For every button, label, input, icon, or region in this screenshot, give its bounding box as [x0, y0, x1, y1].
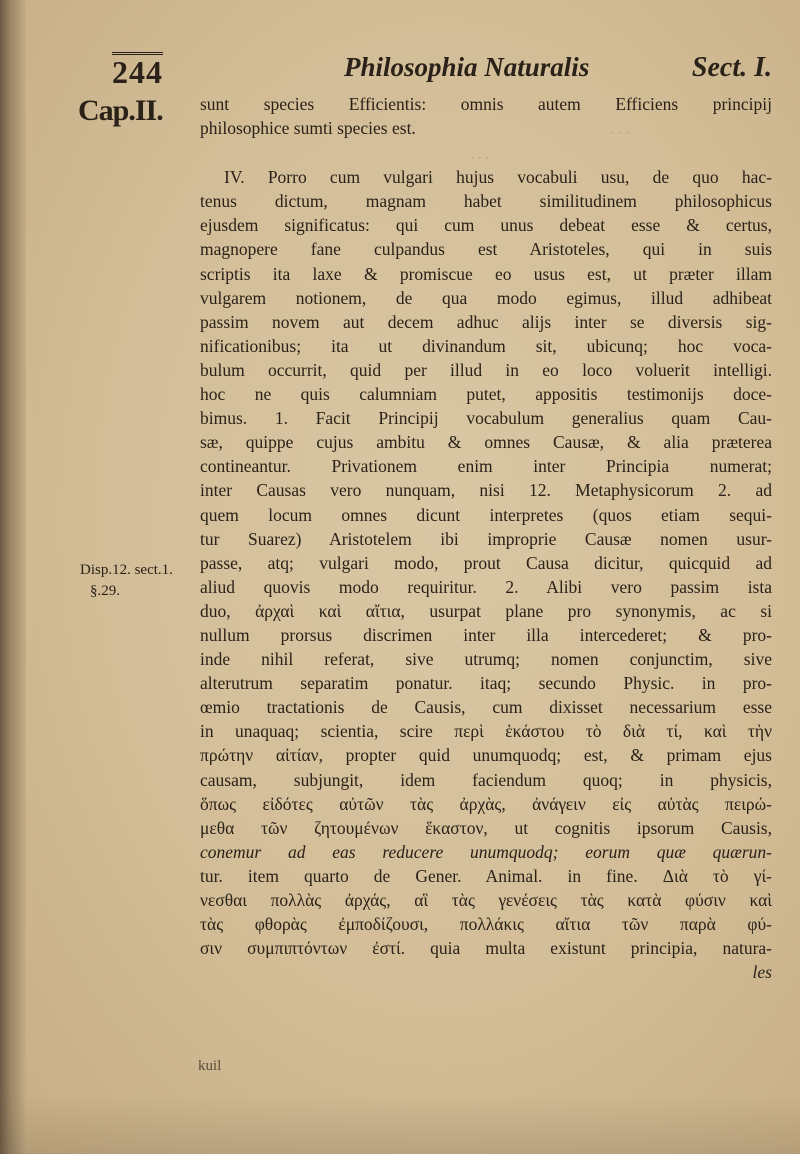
text-line: magnopere fane culpandus est Aristoteles, qui in suis — [200, 239, 772, 260]
catchword: les — [752, 962, 772, 983]
text-line: IV. Porro cum vulgari hujus vocabuli usu, de quo hac- — [224, 167, 772, 188]
text-line: τὰς φθορὰς ἐμποδίζουσι, πολλάκις αἴτια τῶν παρὰ φύ- — [200, 914, 772, 935]
text-line: ejusdem significatus: qui cum unus debeat esse & certus, — [200, 215, 772, 236]
text-line: causam, subjungit, idem faciendum quoq; in physicis, — [200, 769, 772, 790]
text-line: scriptis ita laxe & promiscue eo usus est, ut præter illam — [200, 263, 772, 284]
text-line: sæ, quippe cujus ambitu & omnes Causæ, & alia præterea — [200, 432, 772, 453]
text-line: vulgarem notionem, de qua modo egimus, illud adhibeat — [200, 287, 772, 308]
body-text — [200, 92, 772, 984]
text-line: passim novem aut decem adhuc alijs inter se diversis sig- — [200, 311, 772, 332]
binding-shadow — [0, 0, 26, 1154]
margin-note-reference: Disp.12. sect.1. — [80, 562, 173, 578]
footer-mark: kuil — [198, 1058, 222, 1074]
text-line: contineantur. Privationem enim inter Principia numerat; — [200, 456, 772, 477]
text-line: quem locum omnes dicunt interpretes (quos etiam sequi- — [200, 504, 772, 525]
text-line: œmio tractationis de Causis, cum dixisset necessarium esse — [200, 697, 772, 718]
text-line: duo, ἀρχαὶ καὶ αἴτια, usurpat plane pro synonymis, ac si — [200, 600, 772, 621]
text-line: tur. item quarto de Gener. Animal. in fine. Διὰ τὸ γί- — [200, 865, 772, 886]
page-bottom-shadow — [0, 1094, 800, 1154]
page-number: 244 — [112, 54, 163, 90]
text-line: bimus. 1. Facit Principij vocabulum generalius quam Cau- — [200, 408, 772, 429]
text-line: tenus dictum, magnam habet similitudinem philosophicus — [200, 191, 772, 212]
chapter-label: Cap.II. — [78, 94, 163, 127]
text-line: inde nihil referat, sive utrumq; nomen conjunctim, sive — [200, 649, 772, 670]
margin-note-paragraph: §.29. — [90, 583, 120, 599]
running-head — [112, 50, 772, 90]
text-line: passe, atq; vulgari modo, prout Causa dicitur, quicquid ad — [200, 552, 772, 573]
show-through-ink: · · · — [610, 125, 630, 140]
text-line: σιν συμπιπτόντων ἐστί. quia multa existunt principia, natura- — [200, 938, 772, 959]
text-line: bulum occurrit, quid per illud in eo loco voluerit intelligi. — [200, 359, 772, 380]
section-label: Sect. I. — [691, 52, 772, 83]
text-line: philosophice sumti species est. — [200, 118, 416, 139]
text-line: nificationibus; ita ut divinandum sit, ubicunq; hoc voca- — [200, 335, 772, 356]
text-line: νεσθαι πολλὰς ἀρχάς, αἳ τὰς γενέσεις τὰς κατὰ φύσιν καὶ — [200, 890, 772, 910]
text-line: in unaquaq; scientia, scire περὶ ἑκάστου τὸ διὰ τί, καὶ τὴν — [200, 721, 772, 742]
text-line: ὅπως εἰδότες αὐτῶν τὰς ἀρχὰς, ἀνάγειν εἰς αὐτὰς πειρώ- — [200, 793, 772, 814]
text-line: hoc ne quis calumniam putet, appositis testimonijs doce- — [200, 384, 772, 405]
text-line: alterutrum separatim ponatur. itaq; secundo Physic. in pro- — [200, 673, 772, 694]
text-line: aliud quovis modo requiritur. 2. Alibi vero passim ista — [200, 576, 772, 597]
text-line: nullum prorsus discrimen inter illa intercederet; & pro- — [200, 624, 772, 645]
text-line: μεθα τῶν ζητουμένων ἕκαστον, ut cognitis ipsorum Causis, — [200, 817, 772, 838]
running-title: Philosophia Naturalis — [344, 52, 590, 82]
show-through-ink: · · · — [470, 150, 490, 165]
text-line: πρώτην αἰτίαν, propter quid unumquodq; est, & primam ejus — [200, 745, 772, 766]
text-line: tur Suarez) Aristotelem ibi improprie Causæ nomen usur- — [200, 528, 772, 549]
text-line: conemur ad eas reducere unumquodq; eorum quæ quærun- — [200, 841, 772, 862]
text-line: inter Causas vero nunquam, nisi 12. Metaphysicorum 2. ad — [200, 480, 772, 501]
text-line: sunt species Efficientis: omnis autem Efficiens principij — [200, 94, 772, 114]
